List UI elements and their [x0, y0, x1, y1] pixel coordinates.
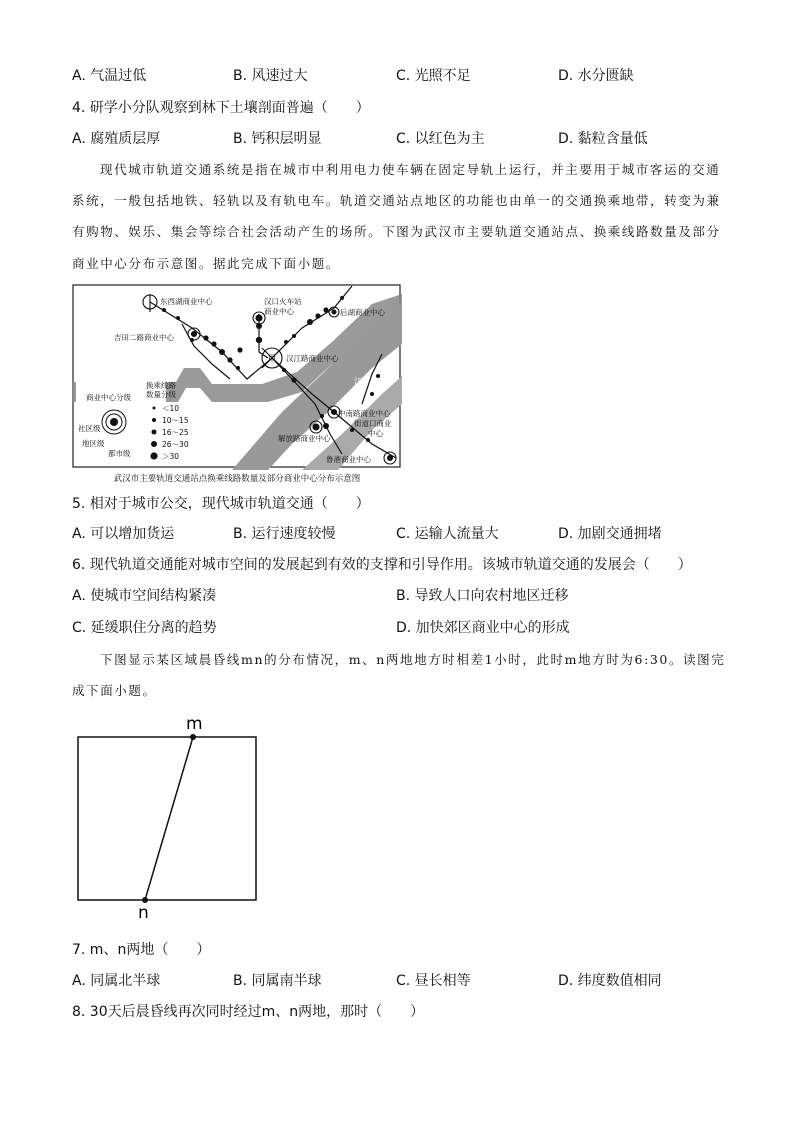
- jia-label: 甲: [268, 354, 276, 363]
- label-jiedaokou-2: 中心: [368, 429, 383, 438]
- legend-transfer-title-1: 换乘线路: [146, 381, 176, 390]
- q3-option-a[interactable]: A. 气温过低: [72, 68, 147, 84]
- label-dongxihu: 东西湖商业中心: [160, 297, 213, 306]
- q6-option-a[interactable]: A. 使城市空间结构紧凑: [72, 588, 217, 604]
- q7-stem: 7. m、n两地（ ）: [72, 942, 211, 958]
- passage2-line-4: 商业中心分布示意图。据此完成下面小题。: [72, 256, 340, 271]
- label-m: m: [186, 714, 203, 734]
- label-hanjianglu: 汉江路商业中心: [286, 354, 339, 363]
- q7-option-c[interactable]: C. 昼长相等: [396, 973, 471, 989]
- q5-option-b[interactable]: B. 运行速度较慢: [233, 526, 336, 542]
- q5-option-a[interactable]: A. 可以增加货运: [72, 526, 175, 542]
- legend-range-4: 26～30: [162, 440, 189, 449]
- legend-level-metro: 都市级: [108, 449, 131, 458]
- label-hankou-1: 汉口火车站: [264, 297, 302, 306]
- q4-option-b[interactable]: B. 钙积层明显: [233, 131, 322, 147]
- q3-option-c[interactable]: C. 光照不足: [396, 68, 471, 84]
- passage3-line-2: 成下面小题。: [72, 683, 157, 698]
- label-houhu: 后湖商业中心: [340, 308, 385, 317]
- q5-option-d[interactable]: D. 加剧交通拥堵: [558, 526, 662, 542]
- q4-option-a[interactable]: A. 腐殖质层厚: [72, 131, 161, 147]
- q4-option-c[interactable]: C. 以红色为主: [396, 131, 485, 147]
- label-jitian: 吉田二路商业中心: [114, 333, 174, 342]
- legend-center-title: 商业中心分级: [86, 393, 131, 402]
- wuhan-transit-map: [72, 284, 402, 470]
- legend-transfer-title-2: 数量分级: [146, 390, 176, 399]
- label-jiefanglu: 解放路商业中心: [278, 434, 331, 443]
- q7-option-b[interactable]: B. 同属南半球: [233, 973, 322, 989]
- passage3-line-1: 下图显示某区域晨昏线mn的分布情况，m、n两地地方时相差1小时，此时m地方时为6:30。读图完: [100, 652, 726, 667]
- q6-option-b[interactable]: B. 导致人口向农村地区迁移: [396, 588, 569, 604]
- passage2-line-2: 系统，一般包括地铁、轻轨以及有轨电车。轨道交通站点地区的功能也由单一的交通换乘地带，转变为兼: [72, 193, 721, 208]
- legend-level-district: 地区级: [82, 439, 105, 448]
- terminator-line-mn: [145, 737, 193, 900]
- terminator-figure: [72, 710, 272, 922]
- legend-range-5: ＞30: [162, 452, 180, 461]
- region-frame: [78, 737, 256, 900]
- legend-level-community: 社区级: [78, 424, 101, 433]
- q5-option-c[interactable]: C. 运输人流量大: [396, 526, 499, 542]
- legend-range-1: ＜10: [162, 404, 180, 413]
- legend-range-3: 16～25: [162, 428, 189, 437]
- map-caption: 武汉市主要轨道交通站点换乘线路数量及部分商业中心分布示意图: [113, 474, 361, 484]
- river-label: 江: [354, 377, 362, 386]
- q3-option-d[interactable]: D. 水分匮缺: [558, 68, 634, 84]
- label-n: n: [138, 903, 149, 922]
- passage2-line-1: 现代城市轨道交通系统是指在城市中利用电力使车辆在固定导轨上运行，并主要用于城市客运的交通: [100, 162, 721, 177]
- legend-range-2: 10～15: [162, 416, 189, 425]
- label-jiedaokou-1: 街道口商业: [354, 419, 392, 428]
- label-hankou-2: 商业中心: [264, 307, 294, 316]
- q6-option-d[interactable]: D. 加快郊区商业中心的形成: [396, 620, 570, 636]
- q6-option-c[interactable]: C. 延缓职住分离的趋势: [72, 620, 217, 636]
- label-lugang: 鲁港商业中心: [326, 455, 371, 464]
- passage2-line-3: 有购物、娱乐、集会等综合社会活动产生的场所。下图为武汉市主要轨道交通站点、换乘线路数量及部分: [72, 224, 721, 239]
- river-label-2: 江: [255, 423, 268, 436]
- q7-option-a[interactable]: A. 同属北半球: [72, 973, 161, 989]
- q3-option-b[interactable]: B. 风速过大: [233, 68, 308, 84]
- q5-stem: 5. 相对于城市公交，现代城市轨道交通（ ）: [72, 496, 370, 512]
- q7-option-d[interactable]: D. 纬度数值相同: [558, 973, 662, 989]
- q6-stem: 6. 现代轨道交通能对城市空间的发展起到有效的支撑和引导作用。该城市轨道交通的发展会（ ）: [72, 557, 692, 573]
- point-m: [190, 734, 196, 740]
- q8-stem: 8. 30天后晨昏线再次同时经过m、n两地，那时（ ）: [72, 1004, 425, 1020]
- q4-stem: 4. 研学小分队观察到林下土壤剖面普遍（ ）: [72, 100, 370, 116]
- q4-option-d[interactable]: D. 黏粒含量低: [558, 131, 648, 147]
- label-zhongnanlu: 中南路商业中心: [338, 409, 391, 418]
